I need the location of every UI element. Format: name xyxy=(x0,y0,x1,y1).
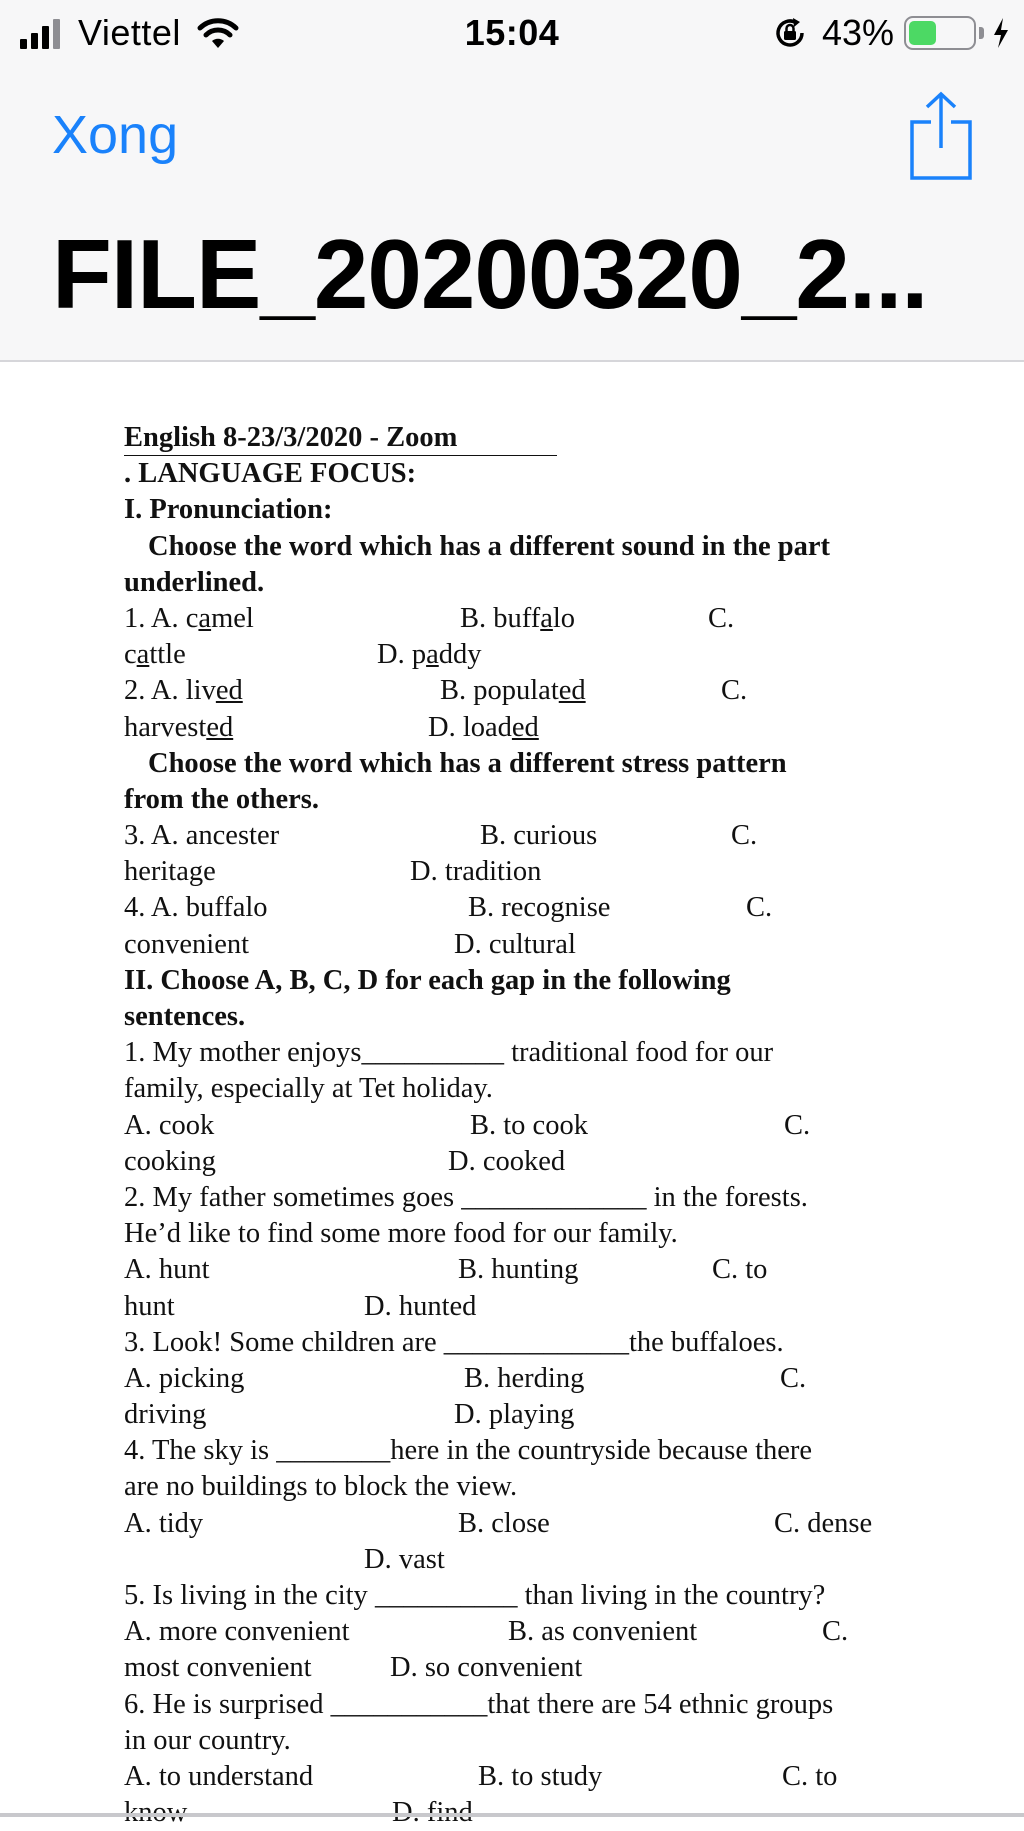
option-a: A. picking xyxy=(124,1362,245,1394)
orientation-lock-icon xyxy=(772,15,808,51)
question-row xyxy=(124,710,904,746)
carrier-name: Viettel xyxy=(78,12,181,53)
answer-blank: _____________ xyxy=(443,1326,629,1358)
answer-blank: __________ xyxy=(361,1037,504,1069)
option-c-label: C. xyxy=(780,1362,807,1394)
instruction-text: from the others. xyxy=(124,783,319,815)
share-icon[interactable] xyxy=(908,90,974,182)
question-row xyxy=(124,818,904,854)
option-a: A. to understand xyxy=(124,1760,314,1792)
option-d: D. playing xyxy=(454,1399,575,1431)
option-a: A. cook xyxy=(124,1109,215,1141)
option-b: B. close xyxy=(458,1507,550,1539)
question-row xyxy=(124,1361,904,1397)
question-row xyxy=(124,1759,904,1795)
option-c: heritage xyxy=(124,856,216,888)
option-c: hunt xyxy=(124,1290,175,1322)
option-a: A. hunt xyxy=(124,1254,210,1286)
option-c: cooking xyxy=(124,1145,216,1177)
question-row xyxy=(124,601,904,637)
question-text: He’d like to find some more food for our family. xyxy=(124,1218,678,1250)
question-text: 6. He is surprised ___________that there are 54 ethnic groups xyxy=(124,1688,834,1720)
option-c-label: C. to xyxy=(782,1760,838,1792)
option-d: D. hunted xyxy=(364,1290,477,1322)
instruction-text: Choose the word which has a different sound in the part xyxy=(148,530,830,562)
option-b: B. as convenient xyxy=(508,1616,698,1648)
option-a: 4. A. buffalo xyxy=(124,892,268,924)
question-text: 3. Look! Some children are _____________the buffaloes. xyxy=(124,1326,784,1358)
question-text: in our country. xyxy=(124,1724,291,1756)
option-b: B. to study xyxy=(478,1760,603,1792)
option-d: D. cultural xyxy=(454,928,576,960)
option-b: B. to cook xyxy=(470,1109,588,1141)
option-b: B. populated xyxy=(440,675,586,707)
section-heading: . LANGUAGE FOCUS: xyxy=(124,458,417,490)
question-text: family, especially at Tet holiday. xyxy=(124,1073,493,1105)
answer-blank: ________ xyxy=(276,1435,391,1467)
option-a: 1. A. camel xyxy=(124,602,254,634)
question-row xyxy=(124,1614,904,1650)
question-row xyxy=(124,637,904,673)
status-time: 15:04 xyxy=(464,12,560,53)
option-c-label: C. xyxy=(708,602,735,634)
document-page xyxy=(124,420,904,1831)
option-b: B. curious xyxy=(480,820,598,852)
instruction-text: Choose the word which has a different stress pattern xyxy=(148,747,787,779)
option-c-label: C. xyxy=(784,1109,811,1141)
question-row xyxy=(124,1252,904,1288)
option-d: D. paddy xyxy=(377,639,482,671)
option-b: B. recognise xyxy=(468,892,611,924)
gap-fill-heading: sentences. xyxy=(124,1001,246,1032)
battery-tip xyxy=(979,27,984,39)
document-header xyxy=(0,66,1024,362)
battery-icon xyxy=(904,16,976,50)
option-c: harvested xyxy=(124,711,234,743)
option-d: D. so convenient xyxy=(390,1652,583,1684)
option-c-label: C. to xyxy=(712,1254,768,1286)
question-row xyxy=(124,1108,904,1144)
option-b: B. herding xyxy=(464,1362,585,1394)
answer-blank: __________ xyxy=(374,1580,518,1611)
battery-percent: 43% xyxy=(821,12,894,53)
question-row xyxy=(124,927,904,963)
option-c: C. dense xyxy=(774,1507,873,1539)
question-text: 2. My father sometimes goes _____________ in the forests. xyxy=(124,1181,808,1213)
question-row xyxy=(124,1289,904,1325)
option-a: 3. A. ancester xyxy=(124,820,280,852)
question-row xyxy=(124,1650,904,1686)
question-row xyxy=(124,673,904,709)
done-button[interactable]: Xong xyxy=(52,105,179,165)
question-text: 4. The sky is ________here in the countryside because there xyxy=(124,1435,813,1467)
question-row xyxy=(124,1506,904,1542)
option-c-label: C. xyxy=(731,820,758,852)
option-a: 2. A. lived xyxy=(124,675,243,707)
option-b: B. buffalo xyxy=(460,602,576,634)
answer-blank: ___________ xyxy=(330,1688,488,1720)
question-row xyxy=(124,1542,904,1578)
question-text: are no buildings to block the view. xyxy=(124,1471,518,1503)
option-a: A. more convenient xyxy=(124,1616,350,1648)
option-c: most convenient xyxy=(124,1652,312,1684)
option-d: D. loaded xyxy=(428,711,539,743)
option-d: D. tradition xyxy=(410,856,542,888)
option-b: B. hunting xyxy=(458,1254,579,1286)
instruction-text: underlined. xyxy=(124,566,265,598)
option-d: D. vast xyxy=(364,1543,445,1575)
option-c-label: C. xyxy=(721,675,748,707)
question-row xyxy=(124,890,904,926)
option-c-label: C. xyxy=(746,892,773,924)
gap-fill-heading: II. Choose A, B, C, D for each gap in the following xyxy=(124,964,731,996)
status-right xyxy=(772,12,1010,54)
question-text: 5. Is living in the city __________ than living in the country? xyxy=(124,1580,826,1611)
file-title: FILE_20200320_2... xyxy=(52,219,928,329)
question-row xyxy=(124,854,904,890)
answer-blank: _____________ xyxy=(461,1181,647,1213)
option-c: driving xyxy=(124,1399,207,1431)
doc-header: English 8-23/3/2020 - Zoom xyxy=(124,423,557,456)
question-text: 1. My mother enjoys__________ traditional food for our xyxy=(124,1037,774,1069)
option-c: cattle xyxy=(124,639,186,671)
option-a: A. tidy xyxy=(124,1507,204,1539)
option-c: convenient xyxy=(124,928,250,960)
page-bottom-edge xyxy=(0,1813,1024,1817)
status-bar xyxy=(0,0,1024,66)
battery-fill xyxy=(909,21,936,45)
pronunciation-heading: I. Pronunciation: xyxy=(124,494,333,526)
question-row xyxy=(124,1397,904,1433)
question-row xyxy=(124,1144,904,1180)
doc-header-line xyxy=(124,420,904,456)
charging-bolt-icon xyxy=(992,18,1010,48)
option-d: D. cooked xyxy=(448,1145,566,1177)
option-c-label: C. xyxy=(822,1616,849,1648)
